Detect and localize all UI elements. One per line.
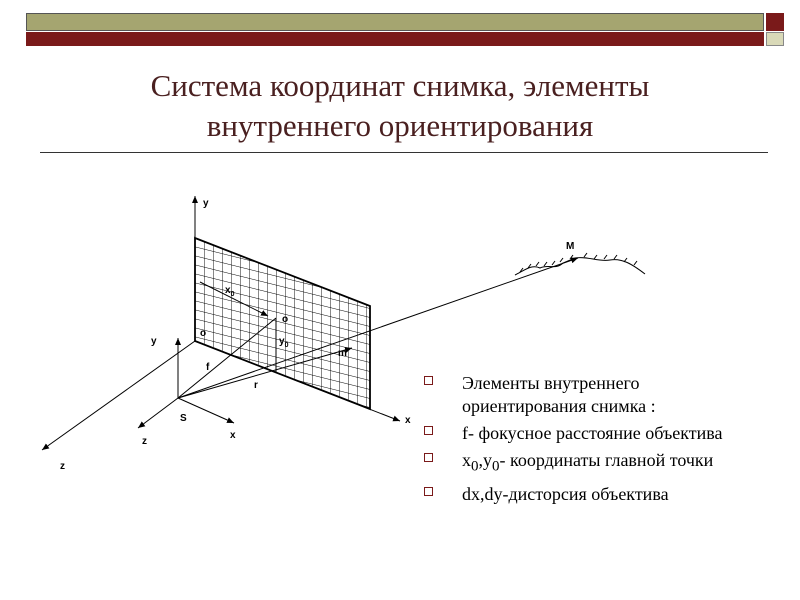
terrain-hatching (520, 253, 637, 272)
label-S: S (180, 413, 187, 424)
label-x0: $x_0$ (225, 285, 235, 298)
lower-z-axis (138, 398, 178, 428)
header-bar-maroon (26, 32, 764, 46)
label-m: m (338, 348, 347, 359)
bullet-item: $x_0,y_0-$ координаты главной точки (420, 449, 760, 479)
label-y0: $y_0$ (279, 336, 289, 349)
header-corner-square-bottom (766, 32, 784, 46)
label-z-lower: z (142, 436, 147, 447)
label-M: M (566, 241, 575, 252)
bullet-list (420, 372, 760, 510)
square-bullet-icon (424, 426, 433, 435)
square-bullet-icon (424, 453, 433, 462)
label-o-left: o (200, 328, 207, 339)
bullet-item: f- фокусное расстояние объектива (420, 422, 760, 445)
slide-title (40, 66, 760, 146)
label-f: f (206, 362, 210, 373)
label-y-lower: y (151, 336, 157, 347)
header-bar-olive (26, 13, 764, 31)
outer-z-axis (42, 341, 195, 450)
bullet-item: Элементы внутреннего ориентирования снимка : (420, 372, 760, 418)
label-z-outer: z (60, 461, 65, 472)
bullet-item: dx,dy-дисторсия объектива (420, 483, 760, 506)
header-corner-square-top (766, 13, 784, 31)
label-x-lower: x (230, 430, 236, 441)
label-x-plane: x (405, 415, 411, 426)
label-r: r (254, 380, 258, 391)
square-bullet-icon (424, 376, 433, 385)
slide-title-line2: внутреннего ориентирования (206, 108, 594, 143)
slide-title-line1: Система координат снимка, элементы (150, 68, 650, 103)
label-o-center: o (282, 314, 289, 325)
square-bullet-icon (424, 487, 433, 496)
label-y-plane: y (203, 198, 209, 209)
